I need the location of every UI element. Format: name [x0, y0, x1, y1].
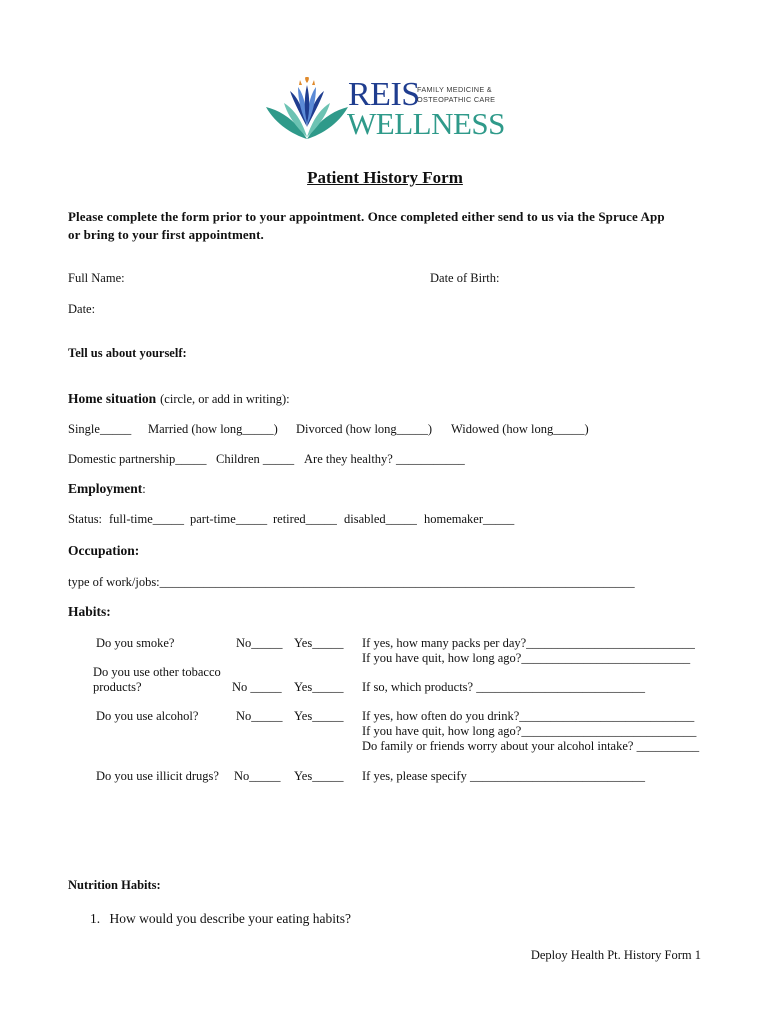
home-option-domestic[interactable]: Domestic partnership_____ [68, 452, 207, 466]
employment-retired[interactable]: retired_____ [273, 512, 337, 526]
home-option-married[interactable]: Married (how long_____) [148, 422, 278, 436]
logo-wordmark-reis: REIS [348, 76, 420, 113]
alcohol-frequency-field[interactable]: If yes, how often do you drink?____________________________ [362, 709, 695, 723]
occupation-heading: Occupation: [68, 543, 140, 558]
smoke-no-option[interactable]: No_____ [236, 636, 283, 650]
logo-tagline-line1: FAMILY MEDICINE & [417, 85, 492, 94]
habits-heading: Habits: [68, 604, 111, 619]
alcohol-no-option[interactable]: No_____ [236, 709, 283, 723]
smoke-quit-field[interactable]: If you have quit, how long ago?___________________________ [362, 651, 691, 665]
tobacco-no-option[interactable]: No _____ [232, 680, 282, 694]
employment-homemaker[interactable]: homemaker_____ [424, 512, 515, 526]
drugs-specify-field[interactable]: If yes, please specify ____________________________ [362, 769, 645, 783]
employment-parttime[interactable]: part-time_____ [190, 512, 268, 526]
question-text: How would you describe your eating habits? [109, 911, 351, 926]
logo-tagline-line2: OSTEOPATHIC CARE [417, 95, 496, 104]
date-field[interactable]: Date: [68, 302, 96, 316]
lotus-logo-icon [264, 77, 350, 141]
drugs-no-option[interactable]: No_____ [234, 769, 281, 783]
smoke-packs-field[interactable]: If yes, how many packs per day?___________________________ [362, 636, 695, 650]
home-situation-heading [68, 390, 290, 408]
page-footer: Deploy Health Pt. History Form 1 [530, 948, 701, 962]
employment-colon: : [142, 482, 146, 496]
work-type-field[interactable]: type of work/jobs:____________________________________________________________________________ [68, 575, 635, 589]
home-healthy-field[interactable]: Are they healthy? ___________ [304, 452, 465, 466]
tobacco-yes-option[interactable]: Yes_____ [294, 680, 344, 694]
tobacco-question-line1: Do you use other tobacco [93, 665, 221, 679]
full-name-field[interactable]: Full Name: [68, 271, 125, 285]
employment-label: Employment [68, 481, 143, 496]
tobacco-products-field[interactable]: If so, which products? ___________________________ [362, 680, 645, 694]
employment-status-label: Status: [68, 512, 103, 526]
drugs-question: Do you use illicit drugs? [96, 769, 219, 783]
about-heading: Tell us about yourself: [68, 346, 187, 360]
home-option-widowed[interactable]: Widowed (how long_____) [451, 422, 589, 436]
employment-disabled[interactable]: disabled_____ [344, 512, 417, 526]
smoke-yes-option[interactable]: Yes_____ [294, 636, 344, 650]
nutrition-question-1 [90, 911, 351, 927]
intro-line-1: Please complete the form prior to your appointment. Once completed either send to us via the Spruce App [68, 209, 665, 224]
logo-wordmark-wellness: WELLNESS [347, 106, 505, 141]
question-number: 1. [90, 911, 101, 926]
employment-fulltime[interactable]: full-time_____ [109, 512, 184, 526]
intro-line-2: or bring to your first appointment. [68, 227, 264, 242]
alcohol-question: Do you use alcohol? [96, 709, 199, 723]
drugs-yes-option[interactable]: Yes_____ [294, 769, 344, 783]
alcohol-quit-field[interactable]: If you have quit, how long ago?____________________________ [362, 724, 697, 738]
tobacco-question-line2: products? [93, 680, 142, 694]
home-situation-note: (circle, or add in writing): [160, 392, 290, 406]
home-option-divorced[interactable]: Divorced (how long_____) [296, 422, 433, 436]
smoke-question: Do you smoke? [96, 636, 175, 650]
nutrition-heading: Nutrition Habits: [68, 878, 161, 892]
employment-heading [68, 480, 146, 498]
page-title: Patient History Form [307, 168, 463, 187]
home-children-field[interactable]: Children _____ [216, 452, 295, 466]
home-situation-label: Home situation [68, 391, 157, 406]
alcohol-worry-field[interactable]: Do family or friends worry about your alcohol intake? __________ [362, 739, 700, 753]
home-option-single[interactable]: Single_____ [68, 422, 132, 436]
alcohol-yes-option[interactable]: Yes_____ [294, 709, 344, 723]
date-of-birth-field[interactable]: Date of Birth: [430, 271, 500, 285]
